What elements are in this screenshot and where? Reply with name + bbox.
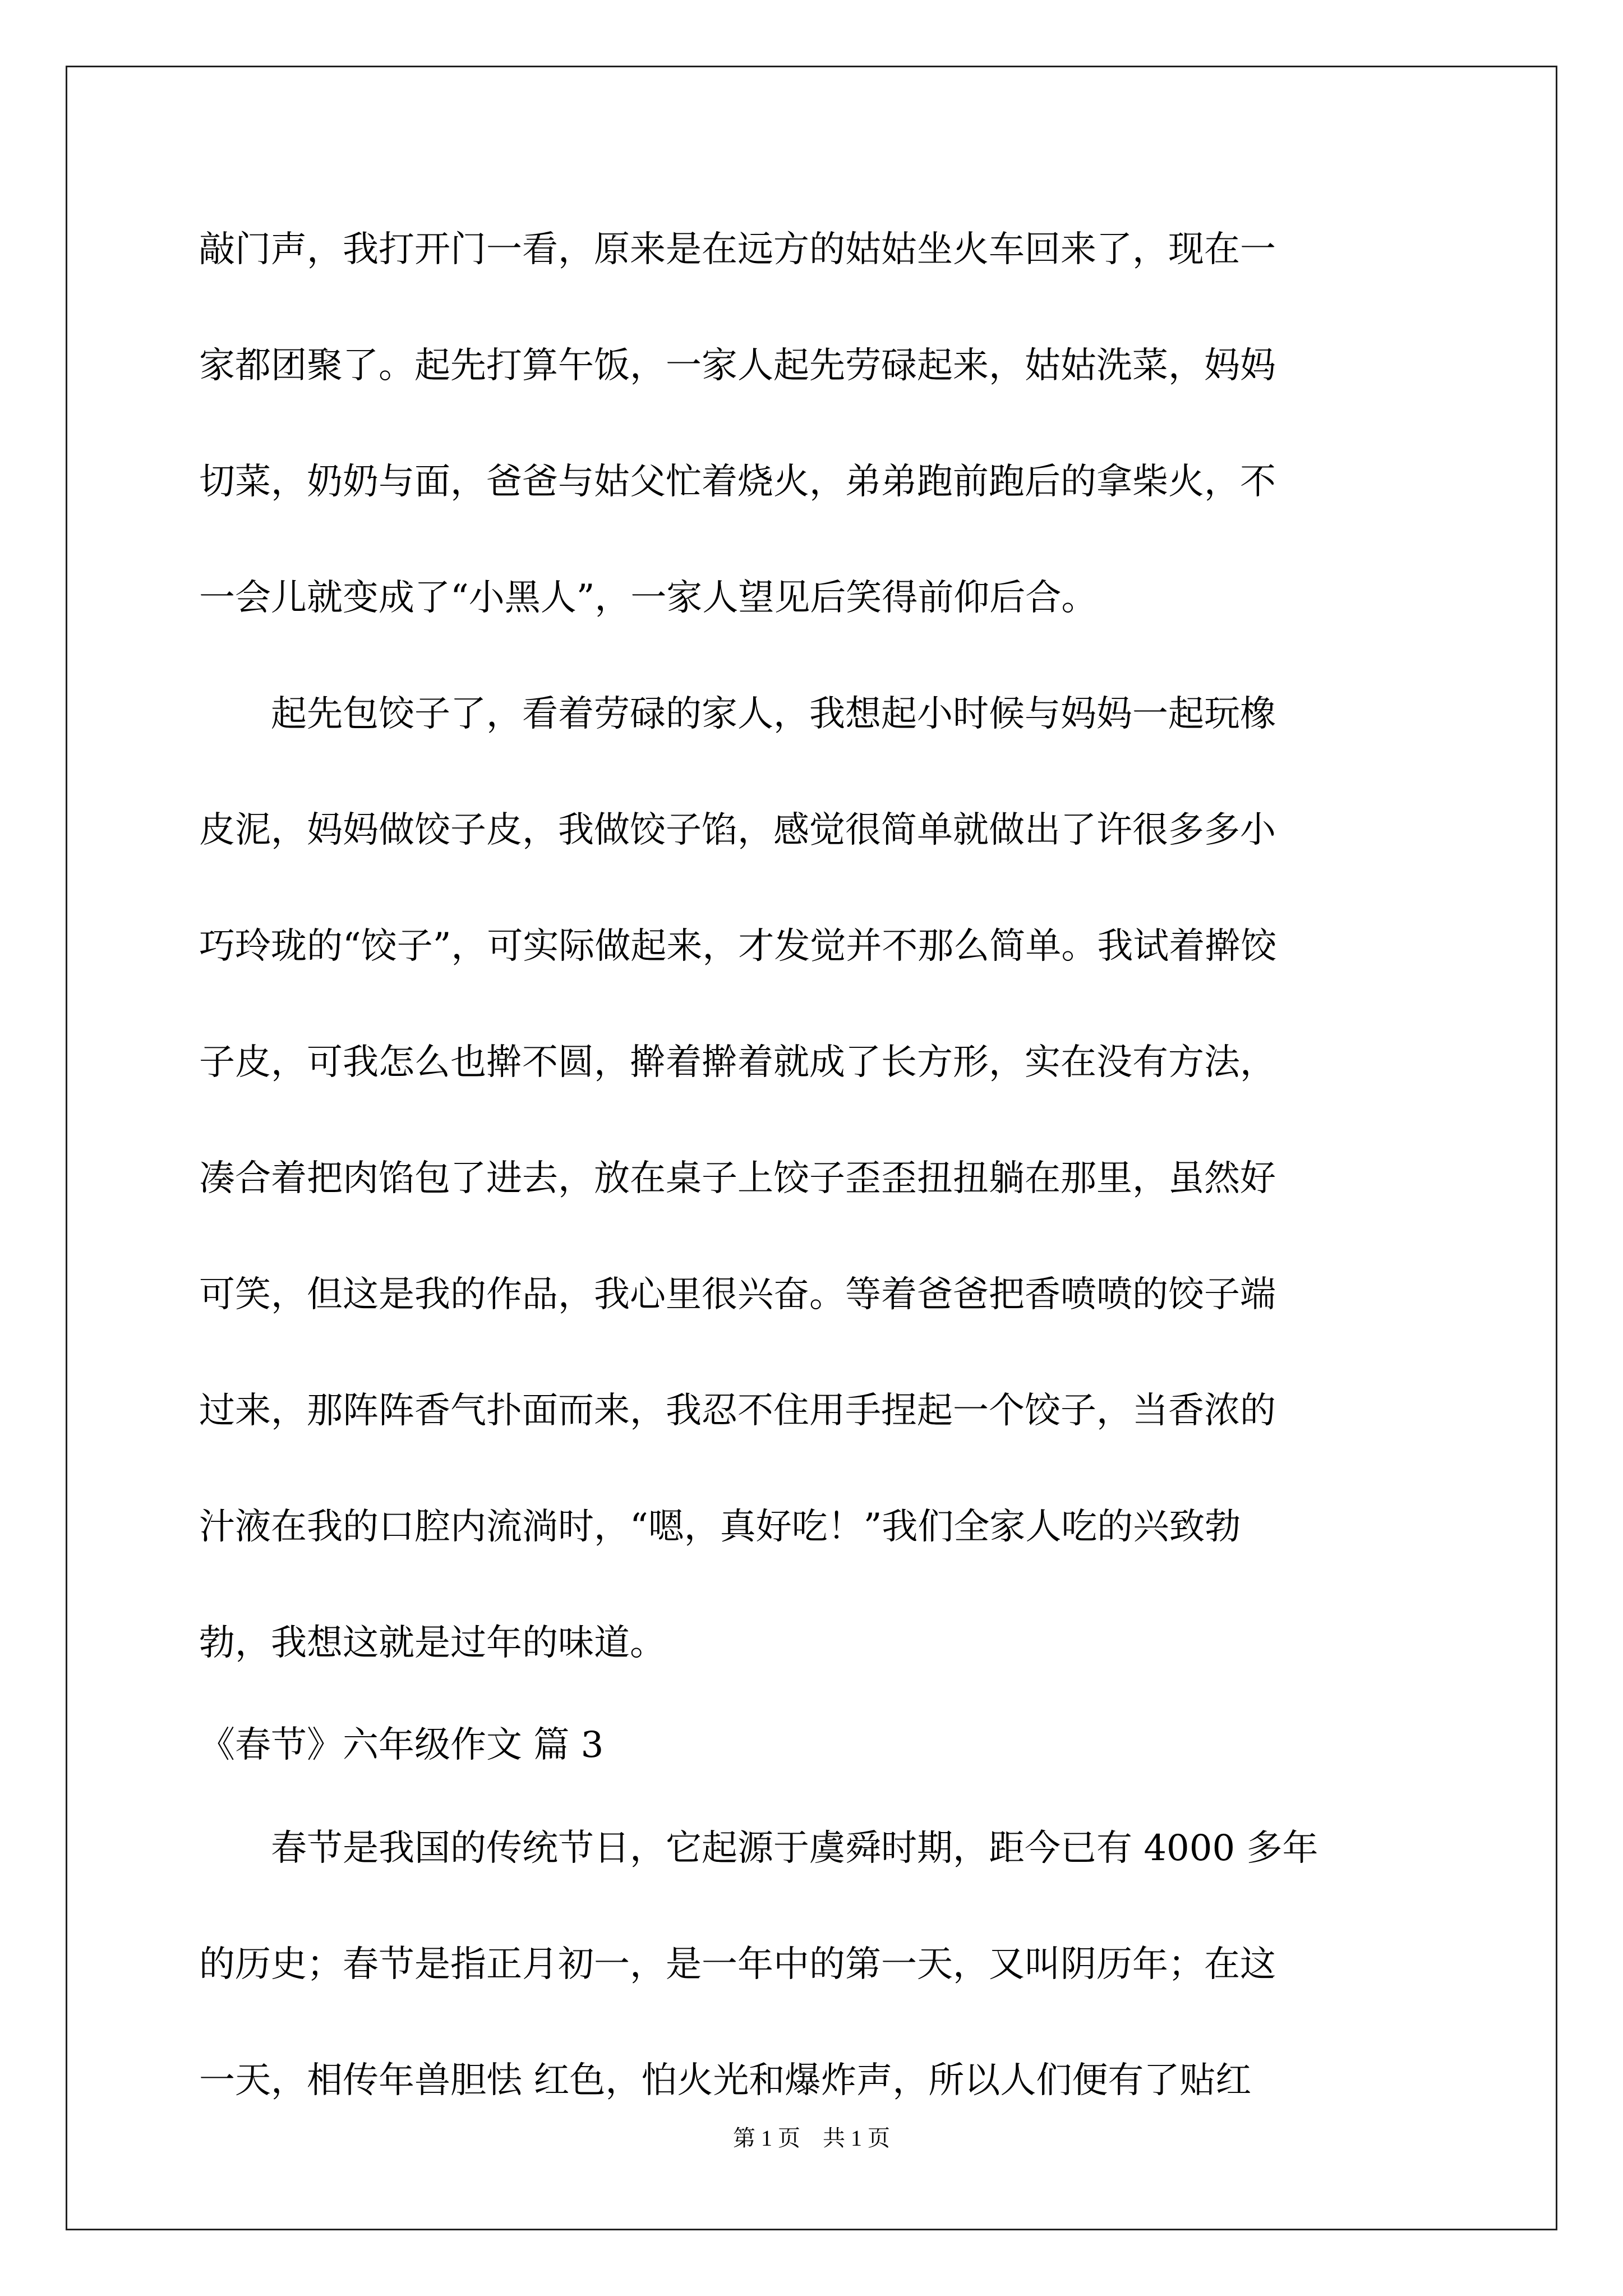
text-line: 一天，相传年兽胆怯 红色，怕火光和爆炸声，所以人们便有了贴红	[199, 2060, 1252, 2101]
section-heading: 《春节》六年级作文 篇 3	[199, 1724, 604, 1766]
text-line: 可笑，但这是我的作品，我心里很兴奋。等着爸爸把香喷喷的饺子端	[199, 1274, 1276, 1315]
text-line: 凑合着把肉馅包了进去，放在桌子上饺子歪歪扭扭躺在那里，虽然好	[199, 1158, 1276, 1199]
text-line: 一会儿就变成了“小黑人”，一家人望见后笑得前仰后合。	[199, 577, 1098, 619]
text-line: 过来，那阵阵香气扑面而来，我忍不住用手捏起一个饺子，当香浓的	[199, 1390, 1276, 1432]
text-line: 汁液在我的口腔内流淌时，“嗯，真好吃！”我们全家人吃的兴致勃	[199, 1506, 1241, 1548]
text-line: 春节是我国的传统节日，它起源于虞舜时期，距今已有 4000 多年	[199, 1828, 1318, 1869]
text-line: 起先包饺子了，看着劳碌的家人，我想起小时候与妈妈一起玩橡	[199, 693, 1276, 735]
text-line: 家都团聚了。起先打算午饭，一家人起先劳碌起来，姑姑洗菜，妈妈	[199, 345, 1276, 386]
text-line: 皮泥，妈妈做饺子皮，我做饺子馅，感觉很简单就做出了许很多多小	[199, 809, 1276, 851]
text-line: 子皮，可我怎么也擀不圆，擀着擀着就成了长方形，实在没有方法，	[199, 1042, 1276, 1083]
text-line: 的历史；春节是指正月初一，是一年中的第一天，又叫阴历年；在这	[199, 1944, 1276, 1985]
text-line: 敲门声，我打开门一看，原来是在远方的姑姑坐火车回来了，现在一	[199, 229, 1276, 270]
text-line: 勃，我想这就是过年的味道。	[199, 1622, 666, 1664]
text-line: 巧玲珑的“饺子”，可实际做起来，才发觉并不那么简单。我试着擀饺	[199, 926, 1277, 967]
page-footer: 第 1 页 共 1 页	[733, 2125, 890, 2151]
text-line: 切菜，奶奶与面，爸爸与姑父忙着烧火，弟弟跑前跑后的拿柴火，不	[199, 461, 1276, 503]
